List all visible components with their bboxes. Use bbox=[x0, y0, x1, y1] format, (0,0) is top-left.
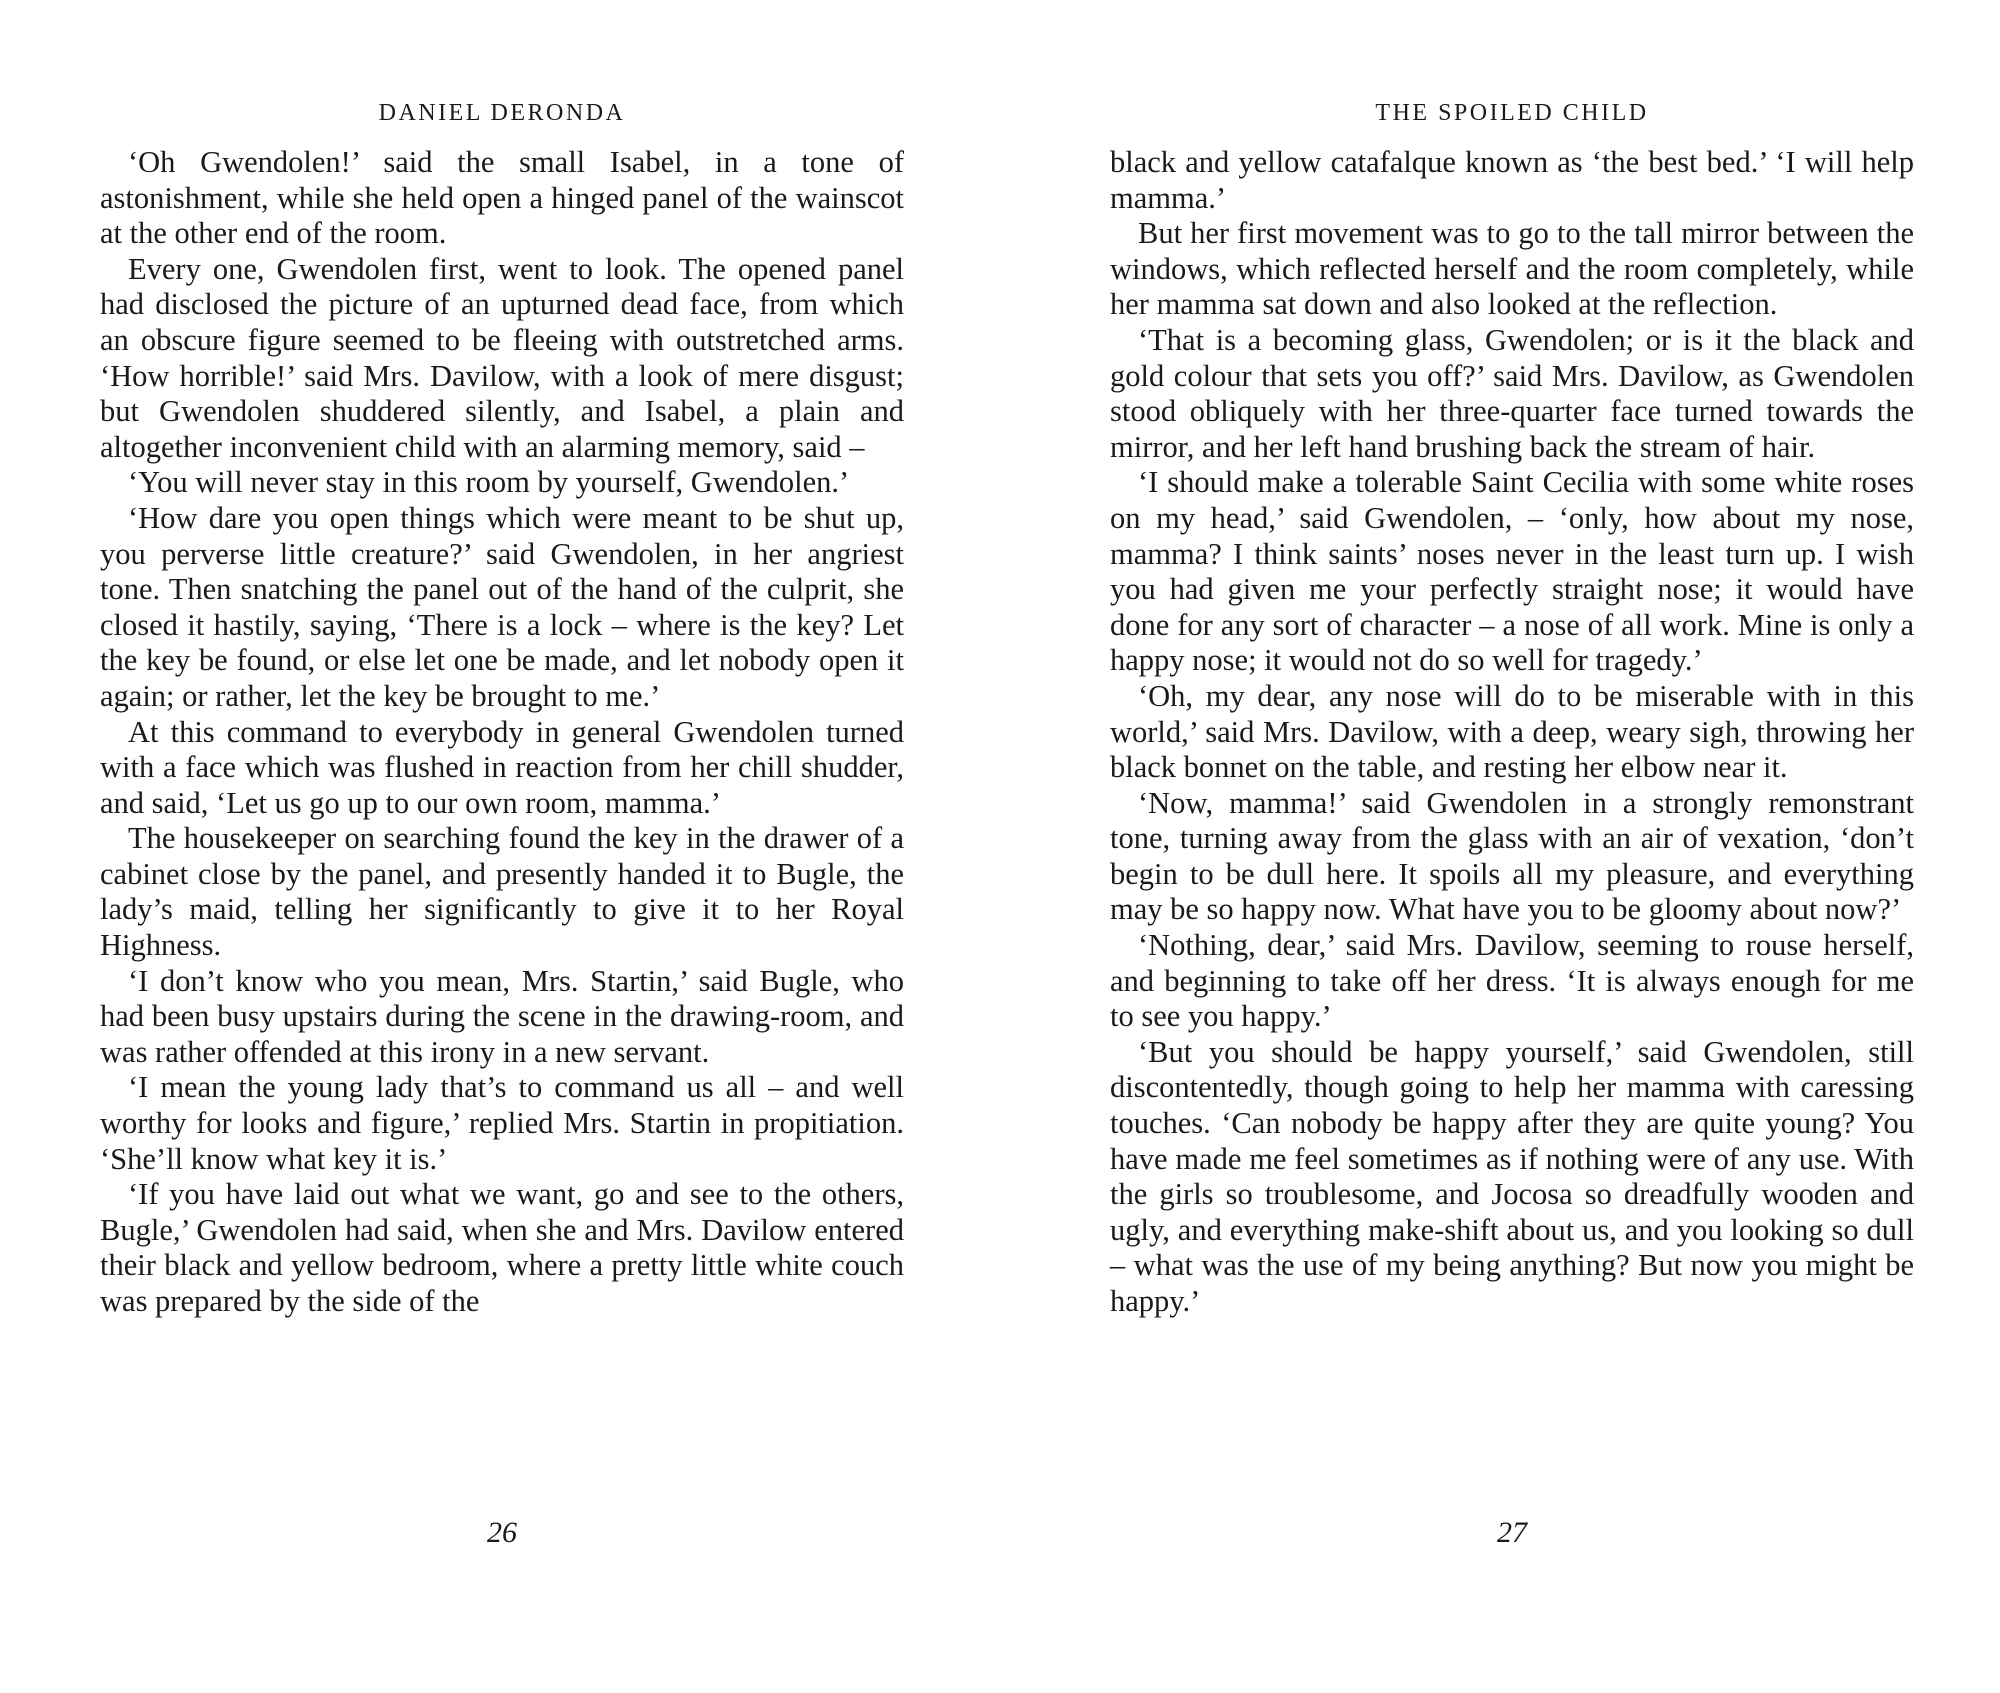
paragraph: ‘I should make a tolerable Saint Cecilia with some white roses on my head,’ said Gwendolen, – ‘only, how about my nose, mamma? I think saints’ noses never in the least turn up. I wish you had given me your perfectly straight nose; it would have done for any sort of character – a nose of all work. Mine is only a happy nose; it would not do so well for tragedy.’ bbox=[1110, 465, 1914, 678]
paragraph: ‘That is a becoming glass, Gwendolen; or is it the black and gold colour that sets you off?’ said Mrs. Davilow, as Gwendolen stood obliquely with her three-quarter face turned towards the mirror, and her left hand brushing back the stream of hair. bbox=[1110, 322, 1914, 464]
running-head: DANIEL DERONDA bbox=[378, 100, 626, 126]
paragraph: ‘Oh, my dear, any nose will do to be miserable with in this world,’ said Mrs. Davilow, with a deep, weary sigh, throwing her black bonnet on the table, and resting her elbow near it. bbox=[1110, 678, 1914, 785]
paragraph: ‘I mean the young lady that’s to command us all – and well worthy for looks and figure,’ replied Mrs. Startin in propitiation. ‘She’ll know what key it is.’ bbox=[100, 1070, 904, 1176]
left-page bbox=[100, 0, 904, 1693]
paragraph: At this command to everybody in general Gwendolen turned with a face which was flushed in reaction from her chill shudder, and said, ‘Let us go up to our own room, mamma.’ bbox=[100, 714, 904, 820]
page-number: 27 bbox=[1497, 1516, 1527, 1549]
paragraph: ‘If you have laid out what we want, go and see to the others, Bugle,’ Gwendolen had said, when she and Mrs. Davilow entered their black and yellow bedroom, where a pretty little white couch was prepared by the side of the bbox=[100, 1177, 904, 1318]
paragraph: ‘Nothing, dear,’ said Mrs. Davilow, seeming to rouse herself, and beginning to take off her dress. ‘It is always enough for me to see you happy.’ bbox=[1110, 928, 1914, 1034]
paragraph: ‘But you should be happy yourself,’ said Gwendolen, still discontentedly, though going to help her mamma with caressing touches. ‘Can nobody be happy after they are quite young? You have made me feel sometimes as if nothing were of any use. With the girls so troublesome, and Jocosa so dreadfully wooden and ugly, and everything make-shift about us, and you looking so dull – what was the use of my being anything? But now you might be happy.’ bbox=[1110, 1034, 1914, 1318]
page-body bbox=[1110, 145, 1914, 1320]
paragraph: ‘Now, mamma!’ said Gwendolen in a strongly remonstrant tone, turning away from the glass with an air of vexation, ‘don’t begin to be dull here. It spoils all my pleasure, and everything may be so happy now. What have you to be gloomy about now?’ bbox=[1110, 785, 1914, 927]
paragraph: ‘How dare you open things which were meant to be shut up, you perverse little creature?’ said Gwendolen, in her angriest tone. Then snatching the panel out of the hand of the culprit, she closed it hastily, saying, ‘There is a lock – where is the key? Let the key be found, or else let one be made, and let nobody open it again; or rather, let the key be brought to me.’ bbox=[100, 500, 904, 713]
page-body bbox=[100, 145, 904, 1320]
paragraph: But her first movement was to go to the tall mirror between the windows, which reflected herself and the room completely, while her mamma sat down and also looked at the reflection. bbox=[1110, 216, 1914, 322]
paragraph: The housekeeper on searching found the key in the drawer of a cabinet close by the panel, and presently handed it to Bugle, the lady’s maid, telling her significantly to give it to her Royal Highness. bbox=[100, 821, 904, 963]
right-page bbox=[1110, 0, 1914, 1693]
paragraph: ‘You will never stay in this room by yourself, Gwendolen.’ bbox=[128, 465, 850, 500]
paragraph: ‘Oh Gwendolen!’ said the small Isabel, in a tone of astonishment, while she held open a hinged panel of the wainscot at the other end of the room. bbox=[100, 145, 904, 251]
page-number: 26 bbox=[487, 1516, 517, 1549]
paragraph: Every one, Gwendolen first, went to look. The opened panel had disclosed the picture of an upturned dead face, from which an obscure figure seemed to be fleeing with outstretched arms. ‘How horrible!’ said Mrs. Davilow, with a look of mere disgust; but Gwendolen shuddered silently, and Isabel, a plain and altogether inconvenient child with an alarming memory, said – bbox=[100, 251, 904, 464]
continuation-paragraph: black and yellow catafalque known as ‘the best bed.’ ‘I will help mamma.’ bbox=[1110, 145, 1914, 215]
running-head: THE SPOILED CHILD bbox=[1375, 100, 1649, 126]
paragraph: ‘I don’t know who you mean, Mrs. Startin,’ said Bugle, who had been busy upstairs during the scene in the drawing-room, and was rather offended at this irony in a new servant. bbox=[100, 963, 904, 1069]
